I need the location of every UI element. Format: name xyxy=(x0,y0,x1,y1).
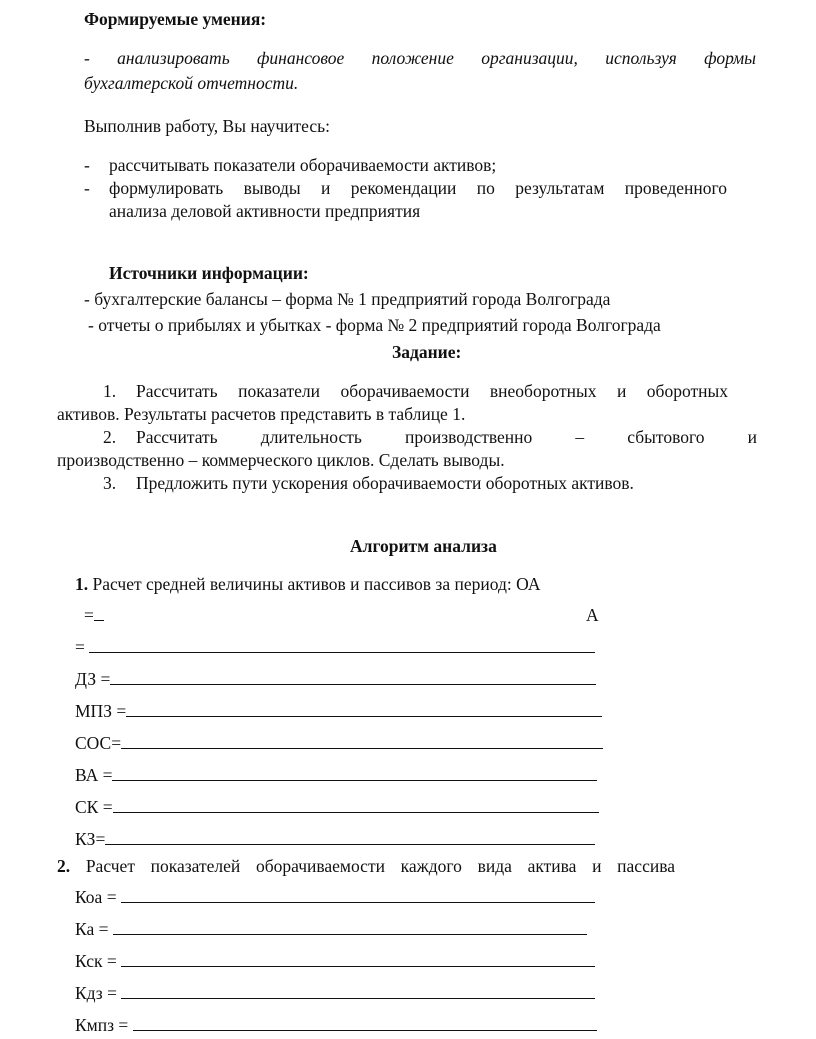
task-1-num: 1. xyxy=(103,381,117,401)
task-3-line-1: Предложить пути ускорения оборачиваемости оборотных активов. xyxy=(136,473,634,493)
step-1-text: Расчет средней величины активов и пассивов за период: ОА xyxy=(92,574,541,594)
skills-line-2: бухгалтерской отчетности. xyxy=(84,73,299,93)
sources-heading: Источники информации: xyxy=(109,263,309,283)
task-heading: Задание: xyxy=(392,342,462,362)
va-row xyxy=(75,764,597,786)
task-1-line-2: активов. Результаты расчетов представить в таблице 1. xyxy=(57,404,466,424)
source-item-1: - бухгалтерские балансы – форма № 1 предприятий города Волгограда xyxy=(84,289,611,309)
a-row xyxy=(75,636,595,658)
a-blank[interactable] xyxy=(89,638,595,653)
koa-row xyxy=(75,886,595,908)
a-equals: = xyxy=(75,637,85,657)
ka-row xyxy=(75,918,587,940)
sos-blank[interactable] xyxy=(121,734,603,749)
kz-label: КЗ= xyxy=(75,829,106,849)
algorithm-heading: Алгоритм анализа xyxy=(350,536,497,556)
kdz-row xyxy=(75,982,595,1004)
kdz-blank[interactable] xyxy=(121,984,595,999)
mpz-label: МПЗ = xyxy=(75,701,127,721)
task-2-line-1: Рассчитать длительность производственно – сбытового и xyxy=(136,427,757,447)
oa-blank[interactable] xyxy=(94,606,104,621)
task-3-num: 3. xyxy=(103,473,117,493)
learn-item-1-dash: - xyxy=(84,155,90,175)
koa-blank[interactable] xyxy=(121,888,595,903)
mpz-row xyxy=(75,700,602,722)
task-1-line-1: Рассчитать показатели оборачиваемости внеоборотных и оборотных xyxy=(136,381,728,401)
oa-equals: = xyxy=(84,605,94,625)
dz-label: ДЗ = xyxy=(75,669,111,689)
skills-line-1: - анализировать финансовое положение организации, используя формы xyxy=(84,48,756,68)
sk-row xyxy=(75,796,599,818)
va-blank[interactable] xyxy=(112,766,597,781)
mpz-blank[interactable] xyxy=(126,702,602,717)
learn-item-1: рассчитывать показатели оборачиваемости активов; xyxy=(109,155,497,175)
source-item-2: - отчеты о прибылях и убытках - форма № 2 предприятий города Волгограда xyxy=(88,315,661,335)
task-2-num: 2. xyxy=(103,427,117,447)
oa-row xyxy=(84,604,104,626)
kmpz-blank[interactable] xyxy=(133,1016,597,1031)
learn-item-2-dash: - xyxy=(84,178,90,198)
learn-item-2: формулировать выводы и рекомендации по результатам проведенного xyxy=(109,178,727,198)
dz-blank[interactable] xyxy=(110,670,596,685)
step-1-line xyxy=(75,573,541,595)
koa-label: Коа = xyxy=(75,887,117,907)
step-1-num: 1. xyxy=(75,574,89,594)
ksk-label: Кск = xyxy=(75,951,117,971)
dz-row xyxy=(75,668,596,690)
kmpz-row xyxy=(75,1014,597,1036)
ksk-row xyxy=(75,950,595,972)
va-label: ВА = xyxy=(75,765,113,785)
step-2-line xyxy=(57,855,675,877)
sk-blank[interactable] xyxy=(113,798,599,813)
step-2-num: 2. xyxy=(57,856,71,876)
ka-label: Ка = xyxy=(75,919,109,939)
a-letter: А xyxy=(586,605,599,625)
learn-item-2-cont: анализа деловой активности предприятия xyxy=(109,201,421,221)
ksk-blank[interactable] xyxy=(121,952,595,967)
sk-label: СК = xyxy=(75,797,113,817)
sos-label: СОС= xyxy=(75,733,122,753)
kdz-label: Кдз = xyxy=(75,983,117,1003)
sos-row xyxy=(75,732,603,754)
kz-blank[interactable] xyxy=(105,830,595,845)
step-2-text: Расчет показателей оборачиваемости каждого вида актива и пассива xyxy=(85,856,675,876)
kmpz-label: Кмпз = xyxy=(75,1015,129,1035)
ka-blank[interactable] xyxy=(113,920,587,935)
learn-intro: Выполнив работу, Вы научитесь: xyxy=(84,116,330,136)
task-2-line-2: производственно – коммерческого циклов. Сделать выводы. xyxy=(57,450,505,470)
skills-heading: Формируемые умения: xyxy=(84,9,267,29)
kz-row xyxy=(75,828,595,850)
